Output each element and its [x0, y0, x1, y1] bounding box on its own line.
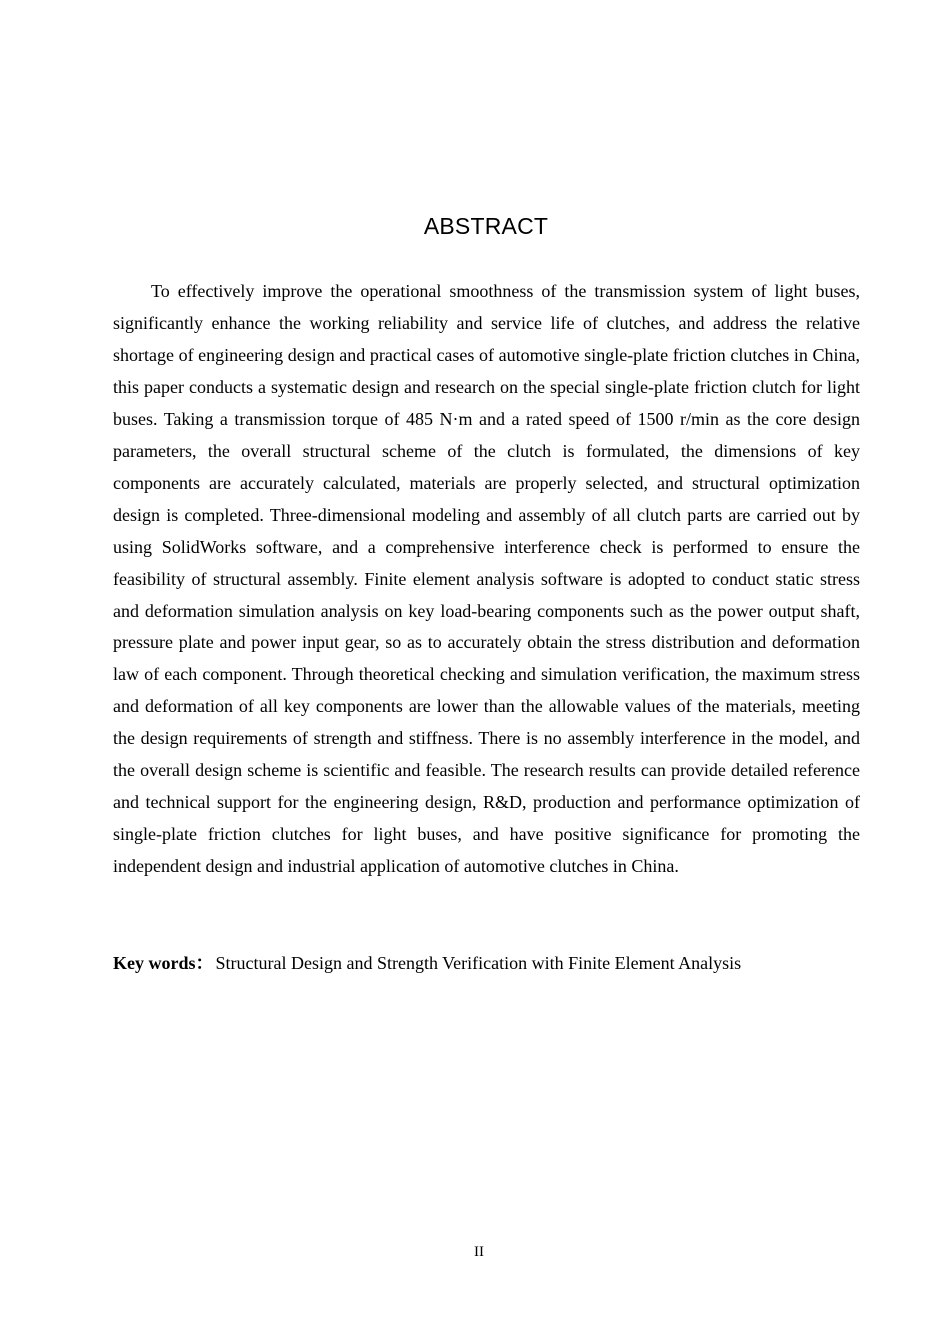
keywords-separator: ：: [195, 953, 214, 973]
page-number: II: [474, 1244, 484, 1260]
abstract-body: To effectively improve the operational smoothness of the transmission system of light buses, significantly enhance the working reliability and service life of clutches, and address the relative shortage of engineering design and practical cases of automotive single-plate friction clutches in China, this paper conducts a systematic design and research on the special single-plate friction clutch for light buses. Taking a transmission torque of 485 N·m and a rated speed of 1500 r/min as the core design parameters, the overall structural scheme of the clutch is formulated, the dimensions of key components are accurately calculated, materials are properly selected, and structural optimization design is completed. Three-dimensional modeling and assembly of all clutch parts are carried out by using SolidWorks software, and a comprehensive interference check is performed to ensure the feasibility of structural assembly. Finite element analysis software is adopted to conduct static stress and deformation simulation analysis on key load-bearing components such as the power output shaft, pressure plate and power input gear, so as to accurately obtain the stress distribution and deformation law of each component. Through theoretical checking and simulation verification, the maximum stress and deformation of all key components are lower than the allowable values of the materials, meeting the design requirements of strength and stiffness. There is no assembly interference in the model, and the overall design scheme is scientific and feasible. The research results can provide detailed reference and technical support for the engineering design, R&D, production and performance optimization of single-plate friction clutches for light buses, and have positive significance for promoting the independent design and industrial application of automotive clutches in China.: [113, 281, 860, 877]
keywords-line: [113, 947, 860, 979]
keywords-text: Structural Design and Strength Verification with Finite Element Analysis: [215, 953, 742, 973]
abstract-title: ABSTRACT: [423, 213, 549, 239]
keywords-label: Key words: [113, 953, 196, 973]
